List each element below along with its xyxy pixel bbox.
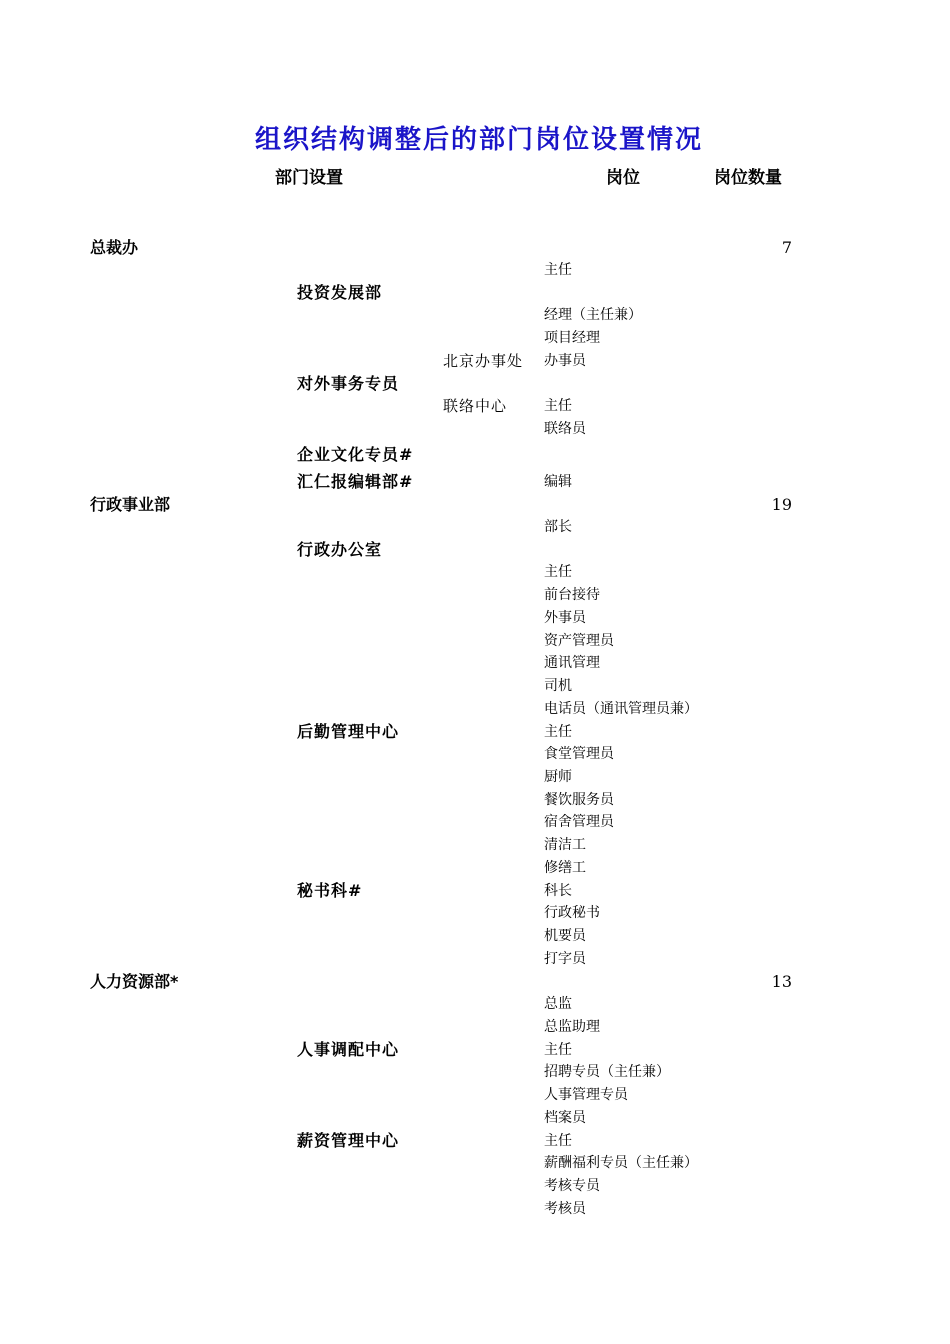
page-title: 组织结构调整后的部门岗位设置情况 (255, 125, 704, 155)
division-name: 总裁办 (90, 238, 139, 257)
department-name: 薪资管理中心 (297, 1131, 400, 1150)
position-name: 打字员 (544, 951, 586, 967)
position-name: 电话员（通讯管理员兼） (544, 701, 698, 717)
position-name: 档案员 (544, 1110, 586, 1126)
division-name: 人力资源部* (90, 972, 179, 991)
department-name: 汇仁报编辑部# (297, 472, 414, 491)
position-name: 主任 (544, 1042, 572, 1058)
position-name: 修缮工 (544, 860, 586, 876)
position-name: 项目经理 (544, 330, 600, 346)
position-name: 机要员 (544, 928, 586, 944)
department-name: 秘书科# (297, 881, 363, 900)
division-count: 7 (781, 238, 792, 257)
position-name: 资产管理员 (544, 633, 614, 649)
header-count: 岗位数量 (714, 168, 782, 188)
division-count: 19 (771, 495, 792, 514)
position-name: 主任 (544, 262, 572, 278)
position-name: 编辑 (544, 474, 572, 490)
position-name: 薪酬福利专员（主任兼） (544, 1155, 698, 1171)
position-name: 食堂管理员 (544, 746, 614, 762)
position-name: 主任 (544, 724, 572, 740)
position-name: 考核专员 (544, 1178, 600, 1194)
position-name: 清洁工 (544, 837, 586, 853)
sub-unit-name: 北京办事处 (443, 352, 524, 370)
header-position: 岗位 (606, 168, 640, 188)
department-name: 投资发展部 (297, 283, 383, 302)
department-name: 对外事务专员 (297, 374, 400, 393)
position-name: 外事员 (544, 610, 586, 626)
position-name: 主任 (544, 1133, 572, 1149)
position-name: 人事管理专员 (544, 1087, 628, 1103)
division-count: 13 (771, 972, 792, 991)
position-name: 总监 (544, 996, 572, 1012)
position-name: 总监助理 (544, 1019, 600, 1035)
position-name: 招聘专员（主任兼） (544, 1064, 670, 1080)
department-name: 后勤管理中心 (297, 722, 400, 741)
department-name: 人事调配中心 (297, 1040, 400, 1059)
position-name: 行政秘书 (544, 905, 600, 921)
position-name: 司机 (544, 678, 572, 694)
header-department: 部门设置 (275, 168, 343, 188)
position-name: 宿舍管理员 (544, 814, 614, 830)
department-name: 行政办公室 (297, 540, 383, 559)
position-name: 联络员 (544, 421, 586, 437)
department-name: 企业文化专员# (297, 445, 414, 464)
sub-unit-name: 联络中心 (443, 397, 508, 415)
position-name: 主任 (544, 398, 572, 414)
position-name: 主任 (544, 564, 572, 580)
position-name: 经理（主任兼） (544, 307, 642, 323)
position-name: 考核员 (544, 1201, 586, 1217)
position-name: 部长 (544, 519, 572, 535)
position-name: 科长 (544, 883, 572, 899)
position-name: 厨师 (544, 769, 572, 785)
position-name: 通讯管理 (544, 655, 600, 671)
position-name: 餐饮服务员 (544, 792, 614, 808)
division-name: 行政事业部 (90, 495, 171, 514)
position-name: 前台接待 (544, 587, 600, 603)
position-name: 办事员 (544, 353, 586, 369)
